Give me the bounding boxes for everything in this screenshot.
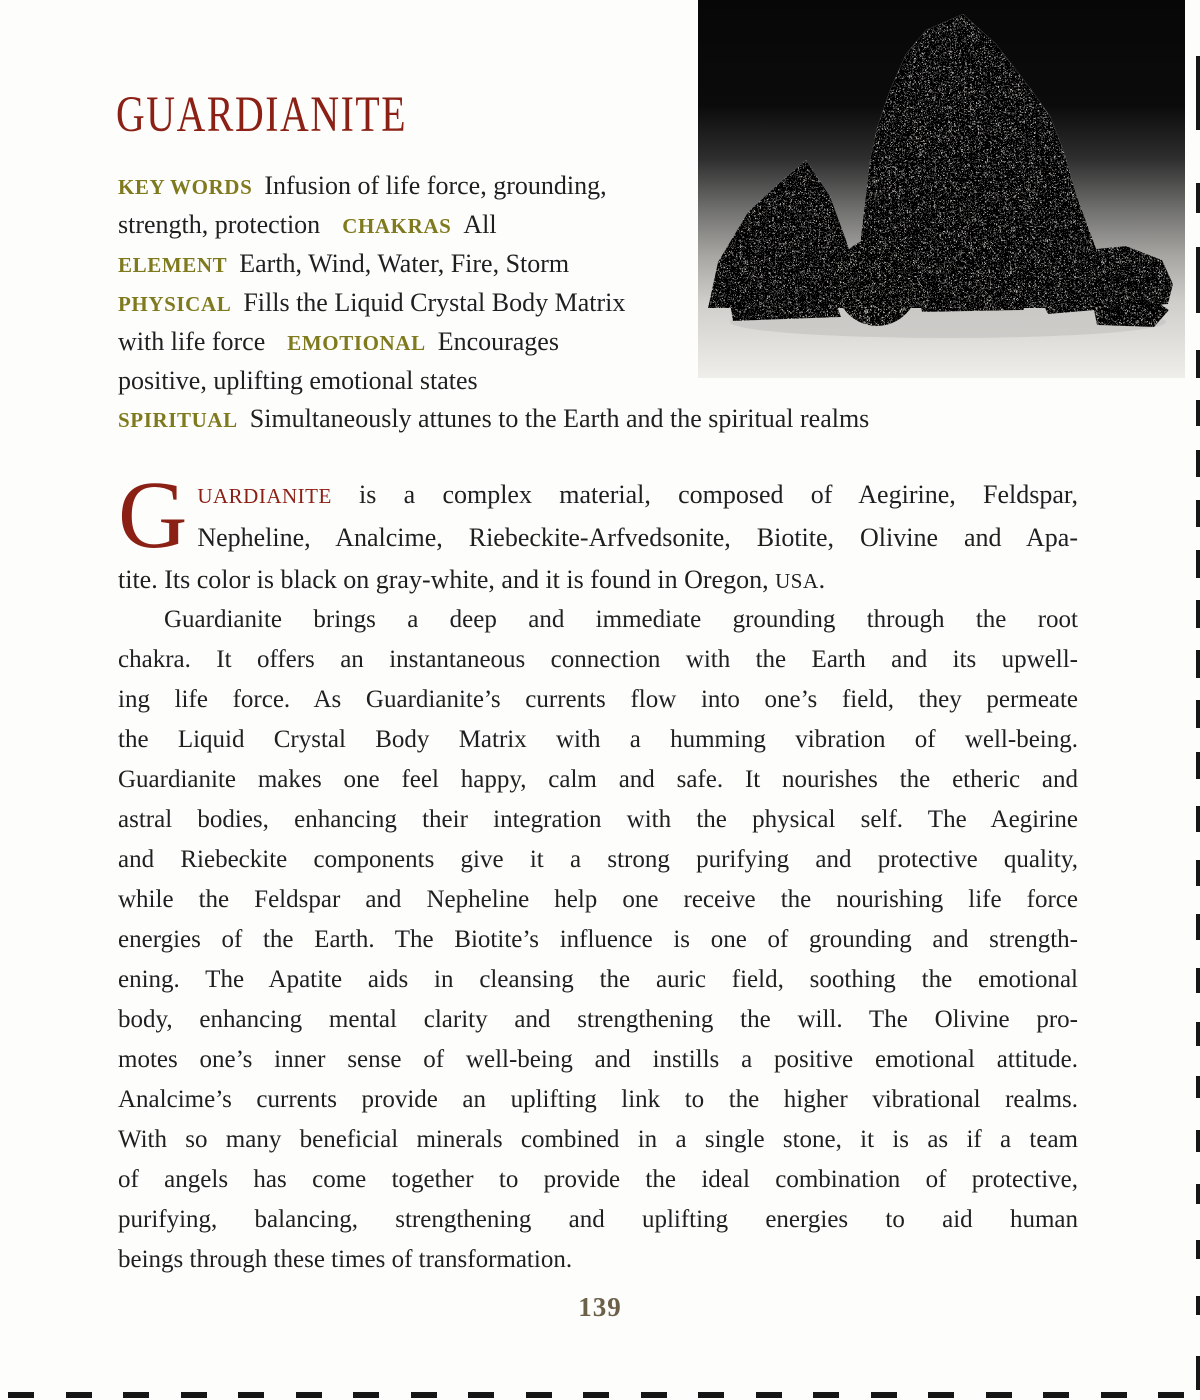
property-text: Simultaneously attunes to the Earth and the spiritual realms [249, 404, 870, 433]
usa-smallcaps: USA [775, 569, 819, 593]
property-text: All [463, 210, 497, 239]
body-line: ening. The Apatite aids in cleansing the auric field, soothing the emotional [118, 966, 1078, 993]
page-edge-tick [1196, 500, 1200, 527]
intro-text: . [818, 565, 826, 594]
page-edge-tick [1196, 550, 1200, 578]
property-label: EMOTIONAL [287, 331, 426, 355]
page-edge-tick [1196, 600, 1200, 628]
page-edge-dash [641, 1392, 667, 1398]
page-edge-tick [1196, 700, 1200, 728]
page-edge-dash [181, 1392, 207, 1398]
intro-text: tite. Its color is black on gray-white, and it is found in Oregon, [118, 565, 776, 594]
property-text: positive, uplifting emotional states [118, 366, 478, 395]
page-edge-dash [526, 1392, 552, 1398]
page-edge-tick [1196, 650, 1200, 678]
drop-cap: G [118, 461, 188, 568]
page-edge-dash [698, 1392, 724, 1398]
page-edge-dash [8, 1392, 34, 1398]
property-text: strength, protection [118, 210, 321, 239]
property-text: with life force [118, 327, 266, 356]
body-line: With so many beneficial minerals combined in a single stone, it is as if a team [118, 1126, 1078, 1153]
page-edge-dash [756, 1392, 782, 1398]
page-edge-tick [1196, 1296, 1200, 1315]
page-edge-tick [1196, 1022, 1200, 1046]
page-edge-tick [1196, 450, 1200, 477]
page-edge-dash [66, 1392, 92, 1398]
mineral-name-smallcaps: UARDIANITE [197, 484, 332, 508]
page-edge-dash [353, 1392, 379, 1398]
intro-line [118, 559, 1078, 602]
page-edge-dash [123, 1392, 149, 1398]
page-edge-tick [1196, 1130, 1200, 1152]
body-line: Guardianite brings a deep and immediate grounding through the root [164, 606, 1078, 633]
page-number: 139 [578, 1292, 622, 1322]
property-label: SPIRITUAL [118, 408, 238, 432]
body-line: motes one’s inner sense of well-being and instills a positive emotional attitude. [118, 1046, 1078, 1073]
property-text: Encourages [437, 327, 559, 356]
page-edge-dash [928, 1392, 954, 1398]
page-edge-dash [1043, 1392, 1069, 1398]
page-edge-dash [1101, 1392, 1127, 1398]
body-line: Guardianite makes one feel happy, calm and safe. It nourishes the etheric and [118, 766, 1078, 793]
property-label: ELEMENT [118, 253, 228, 277]
body-line: Analcime’s currents provide an uplifting link to the higher vibrational realms. [118, 1086, 1078, 1113]
page-edge-tick [1196, 183, 1200, 213]
property-text: Fills the Liquid Crystal Body Matrix [243, 288, 626, 317]
property-label: PHYSICAL [118, 292, 232, 316]
body-line: energies of the Earth. The Biotite’s influence is one of grounding and strength- [118, 926, 1078, 953]
body-line: body, enhancing mental clarity and strengthening the will. The Olivine pro- [118, 1006, 1078, 1033]
rock-round [835, 238, 919, 326]
page-edge-tick [1196, 752, 1200, 779]
page-edge-dash [871, 1392, 897, 1398]
property-line [118, 400, 1078, 439]
specimen-photo [698, 0, 1185, 378]
page-edge-dash [813, 1392, 839, 1398]
body-line: the Liquid Crystal Body Matrix with a humming vibration of well-being. [118, 726, 1078, 753]
main-paragraph [118, 600, 1078, 1280]
page-edge-tick [1196, 1076, 1200, 1098]
property-text: Earth, Wind, Water, Fire, Storm [239, 249, 570, 278]
property-label: CHAKRAS [342, 214, 452, 238]
page-edge-dash [986, 1392, 1012, 1398]
page-edge-tick [1196, 806, 1200, 832]
page-edge-dash [411, 1392, 437, 1398]
body-line: ing life force. As Guardianite’s currents flow into one’s field, they permeate [118, 686, 1078, 713]
property-label: KEY WORDS [118, 175, 253, 199]
page-edge-tick [1196, 860, 1200, 886]
page-edge-dash [296, 1392, 322, 1398]
page-edge-dash [1158, 1392, 1184, 1398]
body-line: beings through these times of transformation. [118, 1246, 573, 1273]
intro-line: Nepheline, Analcime, Riebeckite-Arfvedsonite, Biotite, Olivine and Apa- [197, 523, 1078, 552]
page-title: GUARDIANITE [116, 87, 408, 143]
property-text: Infusion of life force, grounding, [264, 171, 607, 200]
rock-photo-graphic [698, 0, 1185, 378]
page-edge-tick [1196, 968, 1200, 993]
page-edge-tick [1196, 56, 1200, 130]
page-edge-tick [1196, 1240, 1200, 1259]
page-edge-tick [1196, 1356, 1200, 1390]
body-line: while the Feldspar and Nepheline help one receive the nourishing life force [118, 886, 1078, 913]
page-edge-tick [1196, 350, 1200, 378]
intro-paragraph [118, 461, 1078, 602]
page-edge-dash [238, 1392, 264, 1398]
body-line: of angels has come together to provide the ideal combination of protective, [118, 1166, 1078, 1193]
intro-text: is a complex material, composed of Aegirine, Feldspar, [331, 480, 1078, 509]
page-edge-tick [1196, 400, 1200, 426]
page-edge-dash [583, 1392, 609, 1398]
body-line: purifying, balancing, strengthening and uplifting energies to aid human [118, 1206, 1078, 1233]
page-edge-tick [1196, 247, 1200, 313]
body-line: astral bodies, enhancing their integration with the physical self. The Aegirine [118, 806, 1078, 833]
body-line: and Riebeckite components give it a strong purifying and protective quality, [118, 846, 1078, 873]
intro-line [118, 474, 1078, 517]
page-edge-tick [1196, 1184, 1200, 1204]
page-edge-dash [468, 1392, 494, 1398]
page-edge-tick [1196, 914, 1200, 940]
body-line: chakra. It offers an instantaneous connection with the Earth and its upwell- [118, 646, 1078, 673]
